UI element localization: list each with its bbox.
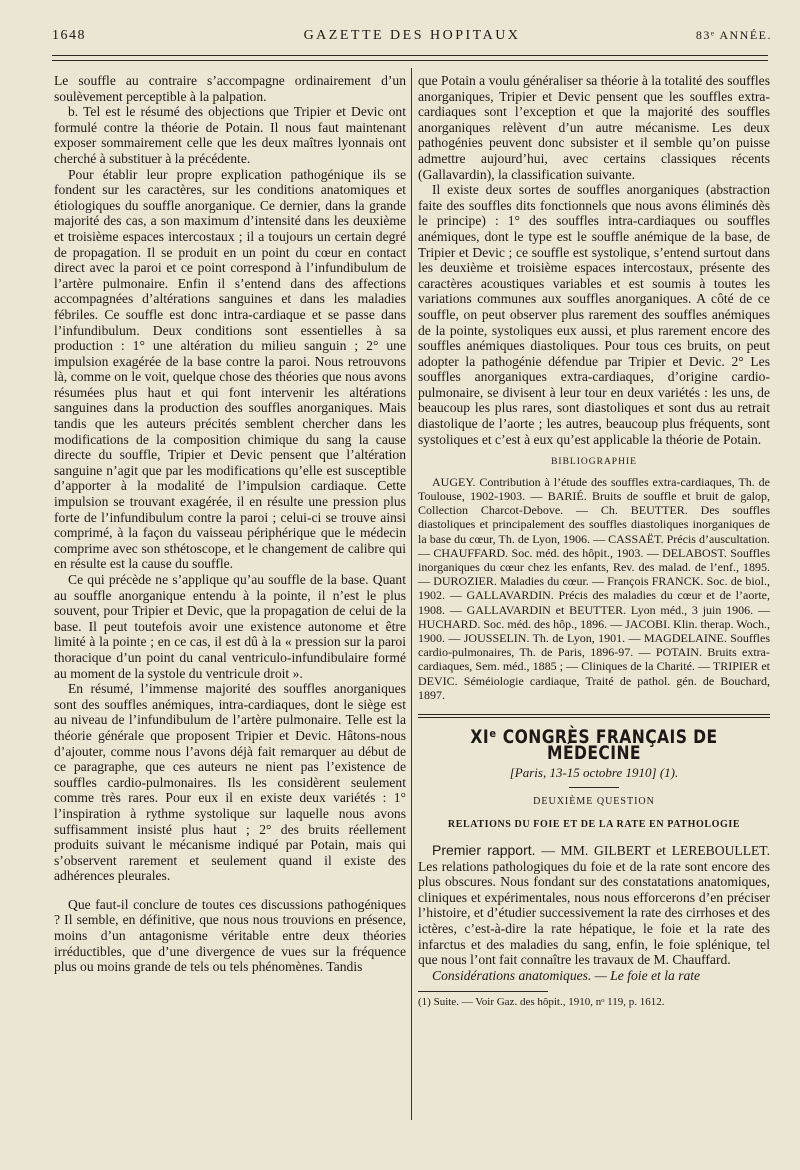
section-double-rule [418,714,770,718]
journal-year: 83ᵉ ANNÉE. [695,28,772,42]
subject-heading: RELATIONS DU FOIE ET DE LA RATE EN PATHOLOGIE [447,819,741,831]
page-header [52,28,772,50]
paragraph: Pour établir leur propre explication pathogénique ils se fondent sur les caractères, sur les conditions anatomiques et étiologiques du souffle anorganique. Ce dernier, dans la grande majorité des cas, a son maximum d’intensité dans les deuxième et troisième espaces intercostaux ; il a toujours un certain degré de propagation. Il se produit en un point du cœur en contact direct avec la paroi et ce point correspond à l’infundibulum de l’artère pulmonaire. Enfin il s’entend dans des affections accompagnées d’altérations sanguines et dans les maladies fébriles. Ce souffle est donc intra-cardiaque et se passe dans l’infundibulum. Deux conditions sont essentielles à sa production : 1° une altération du milieu sanguin ; 2° une impulsion exagérée de la base contre la paroi. Nous retrouvons là, comme on le voit, quelque chose des théories que nous avons résumées plus haut et qui font intervenir les altérations sanguines dans la production des souffles anorganiques. Mais tandis que les auteurs précités semblent chercher dans les modifications de la composition chimique du sang la cause directe du souffle, Tripier et Devic pensent que l’altération sanguine n’agit que par les modifications qu’elle est susceptible d’apporter à la modalité de l’impulsion cardiaque. Cette impulsion se trouvant exagérée, il en résulte une pression plus forte de l’infundibulum contre la paroi ; celui-ci se trouve ainsi comprimé, à la façon du vaisseau périphérique que le médecin comprime avec son sthétoscope, et le changement de calibre qui en résulte est la cause du souffle. [54,166,406,572]
short-rule [569,787,619,788]
paragraph: que Potain a voulu généraliser sa théorie à la totalité des souffles anorganiques, Tripier et Devic pensent que les souffles extra-cardiaques sont l’exception et que la majorité des souffles anorganiques relèvent d’un autre mécanisme. Les deux pathogénies peuvent donc subsister et il semble qu’on puisse admettre aujourd’hui, avec certains classiques récents (Gallavardin), la classification suivante. [418,73,770,182]
left-column [54,73,406,975]
report-run-in: Premier rapport. [432,842,536,859]
journal-title: GAZETTE DES HOPITAUX [303,28,521,43]
column-divider [411,68,412,1120]
header-rule [52,55,768,56]
congress-title: XIᵉ CONGRÈS FRANÇAIS DE MÉDECINE [470,726,718,764]
paragraph: b. Tel est le résumé des objections que Tripier et Devic ont formulé contre la théorie de Potain. Il nous faut maintenant exposer sommairement celle que les deux maîtres lyonnais ont cherché à substituer à la précédente. [54,104,406,166]
paragraph: En résumé, l’immense majorité des souffles anorganiques sont des souffles anémiques, intra-cardiaques, dont le siège est au niveau de l’infundibulum de l’artère pulmonaire. Telle est la théorie générale que proposent Tripier et Devic. Hâtons-nous d’ajouter, comme nous l’avons déjà fait remarquer au début de ce paragraphe, que ces auteurs ne nient pas l’existence de souffles cardio-pulmonaires. Ils les considèrent seulement comme très rares. Pour eux il en existe deux variétés : 1° l’inspiration à rythme systolique sur laquelle nous avons suffisamment insisté plus haut ; 2° des bruits réellement produits suivant le mécanisme indiqué par Potain, mais qui s’observent rarement et seulement quand il existe des adhérences pleurales. [54,681,406,884]
page-number: 1648 [52,28,86,43]
paragraph: Ce qui précède ne s’applique qu’au souffle de la base. Quant au souffle anorganique entendu à la pointe, il n’est le plus souvent, pour Tripier et Devic, que la propagation de celui de la base. Il peut toutefois avoir une existence autonome et être limité à la pointe ; en ce cas, il est dû à la « pression sur la paroi thoracique d’un point du canal ventriculo-infundibulaire formé au moment de la systole du ventricule droit ». [54,572,406,681]
bibliography-heading: BIBLIOGRAPHIE [551,457,637,468]
footnote: (1) Suite. — Voir Gaz. des hôpit., 1910, nᵒ 119, p. 1612. [418,996,665,1009]
paragraph: Le souffle au contraire s’accompagne ordinairement d’un soulèvement perceptible à la palpation. [54,73,406,104]
congress-dateline: [Paris, 13-15 octobre 1910] (1). [509,765,679,781]
right-column [418,73,770,1009]
considerations-line: Considérations anatomiques. — Le foie et la rate [432,967,701,983]
paragraph-gap [54,884,406,897]
paragraph: Que faut-il conclure de toutes ces discussions pathogéniques ? Il semble, en définitive, que nous nous trouvions en présence, moins d’un antagonisme véritable entre deux théories irréductibles, que d’une divergence de vues sur la fréquence plus ou moins grande de tels ou tels phénomènes. Tandis [54,896,406,975]
bibliography-text: AUGEY. Contribution à l’étude des souffles extra-cardiaques, Th. de Toulouse, 1902-1903. — BARIÉ. Bruits de souffle et bruit de galop, Collection Charcot-Debove. — Ch. BEUTTER. Des souffles diastoliques et principalement des souffles diastoliques inorganiques de la base du cœur, Th. de Lyon, 1906. — CASSAËT. Précis d’auscultation. — CHAUFFARD. Soc. méd. des hôpit., 1903. — DELABOST. Souffles inorganiques du cœur chez les enfants, Rev. des malad. de l’enf., 1895. — DUROZIER. Maladies du cœur. — François FRANCK. Soc. de biol., 1902. — GALLAVARDIN. Précis des maladies du cœur et de l’aorte, 1908. — GALLAVARDIN et BEUTTER. Lyon méd., 3 juin 1906. — HUCHARD. Soc. méd. des hôp., 1896. — JACOBI. Klin. therap. Woch., 1900. — JOUSSELIN. Th. de Lyon, 1901. — MAGDELAINE. Souffles cardio-pulmonaires, Th. de Paris, 1896-97. — POTAIN. Bruits extra-cardiaques, Sem. méd., 1885 ; — Cliniques de la Charité. — TRIPIER et DEVIC. Séméiologie cardiaque, Traité de pathol. gén. de Bouchard, 1897. [418,474,770,702]
footnote-rule [418,991,548,992]
header-rule-thin [52,60,768,61]
report-text: — MM. GILBERT et LEREBOULLET. Les relations pathologiques du foie et de la rate sont encore des plus obscures. Nous fondant sur des constatations anatomiques, cliniques et expérimentales, nous nous efforcerons d’en préciser l’histoire, et d’étudier successivement la rate des cirrhoses et des ictères, c’est-à-dire la rate hépatique, le foie et la rate des infarctus et des maladies du sang, enfin, le foie splénique, tel que nous l’ont fait connaître les travaux de M. Chauffard. [418,843,770,968]
question-heading: DEUXIÈME QUESTION [533,795,655,807]
paragraph: Il existe deux sortes de souffles anorganiques (abstraction faite des souffles dits fonctionnels que nous avons éliminés dès le principe) : 1° des souffles intra-cardiaques ou souffles anémiques, dont le type est le souffle anémique de la base, de Tripier et Devic ; ce souffle est systolique, s’entend surtout dans les deuxième et troisième espaces intercostaux, présente des caractères acoustiques variables et est soumis à toutes les variations communes aux souffles anorganiques. A côté de ce souffle, on peut observer plus rarement des souffles anémiques de la pointe, systoliques eux aussi, et plus rarement encore des souffles anémiques diastoliques. Pour tous ces bruits, on peut adopter la pathogénie défendue par Tripier et Devic. 2° Les souffles anorganiques extra-cardiaques, d’origine cardio-pulmonaire, se divisent à leur tour en deux variétés : les uns, de beaucoup les plus rares, sont diastoliques et sont dus au retrait diastolique de l’aorte ; les autres, beaucoup plus fréquents, sont systoliques et c’est à eux qu’est applicable la théorie de Potain. [418,182,770,447]
report-paragraph [418,843,770,968]
